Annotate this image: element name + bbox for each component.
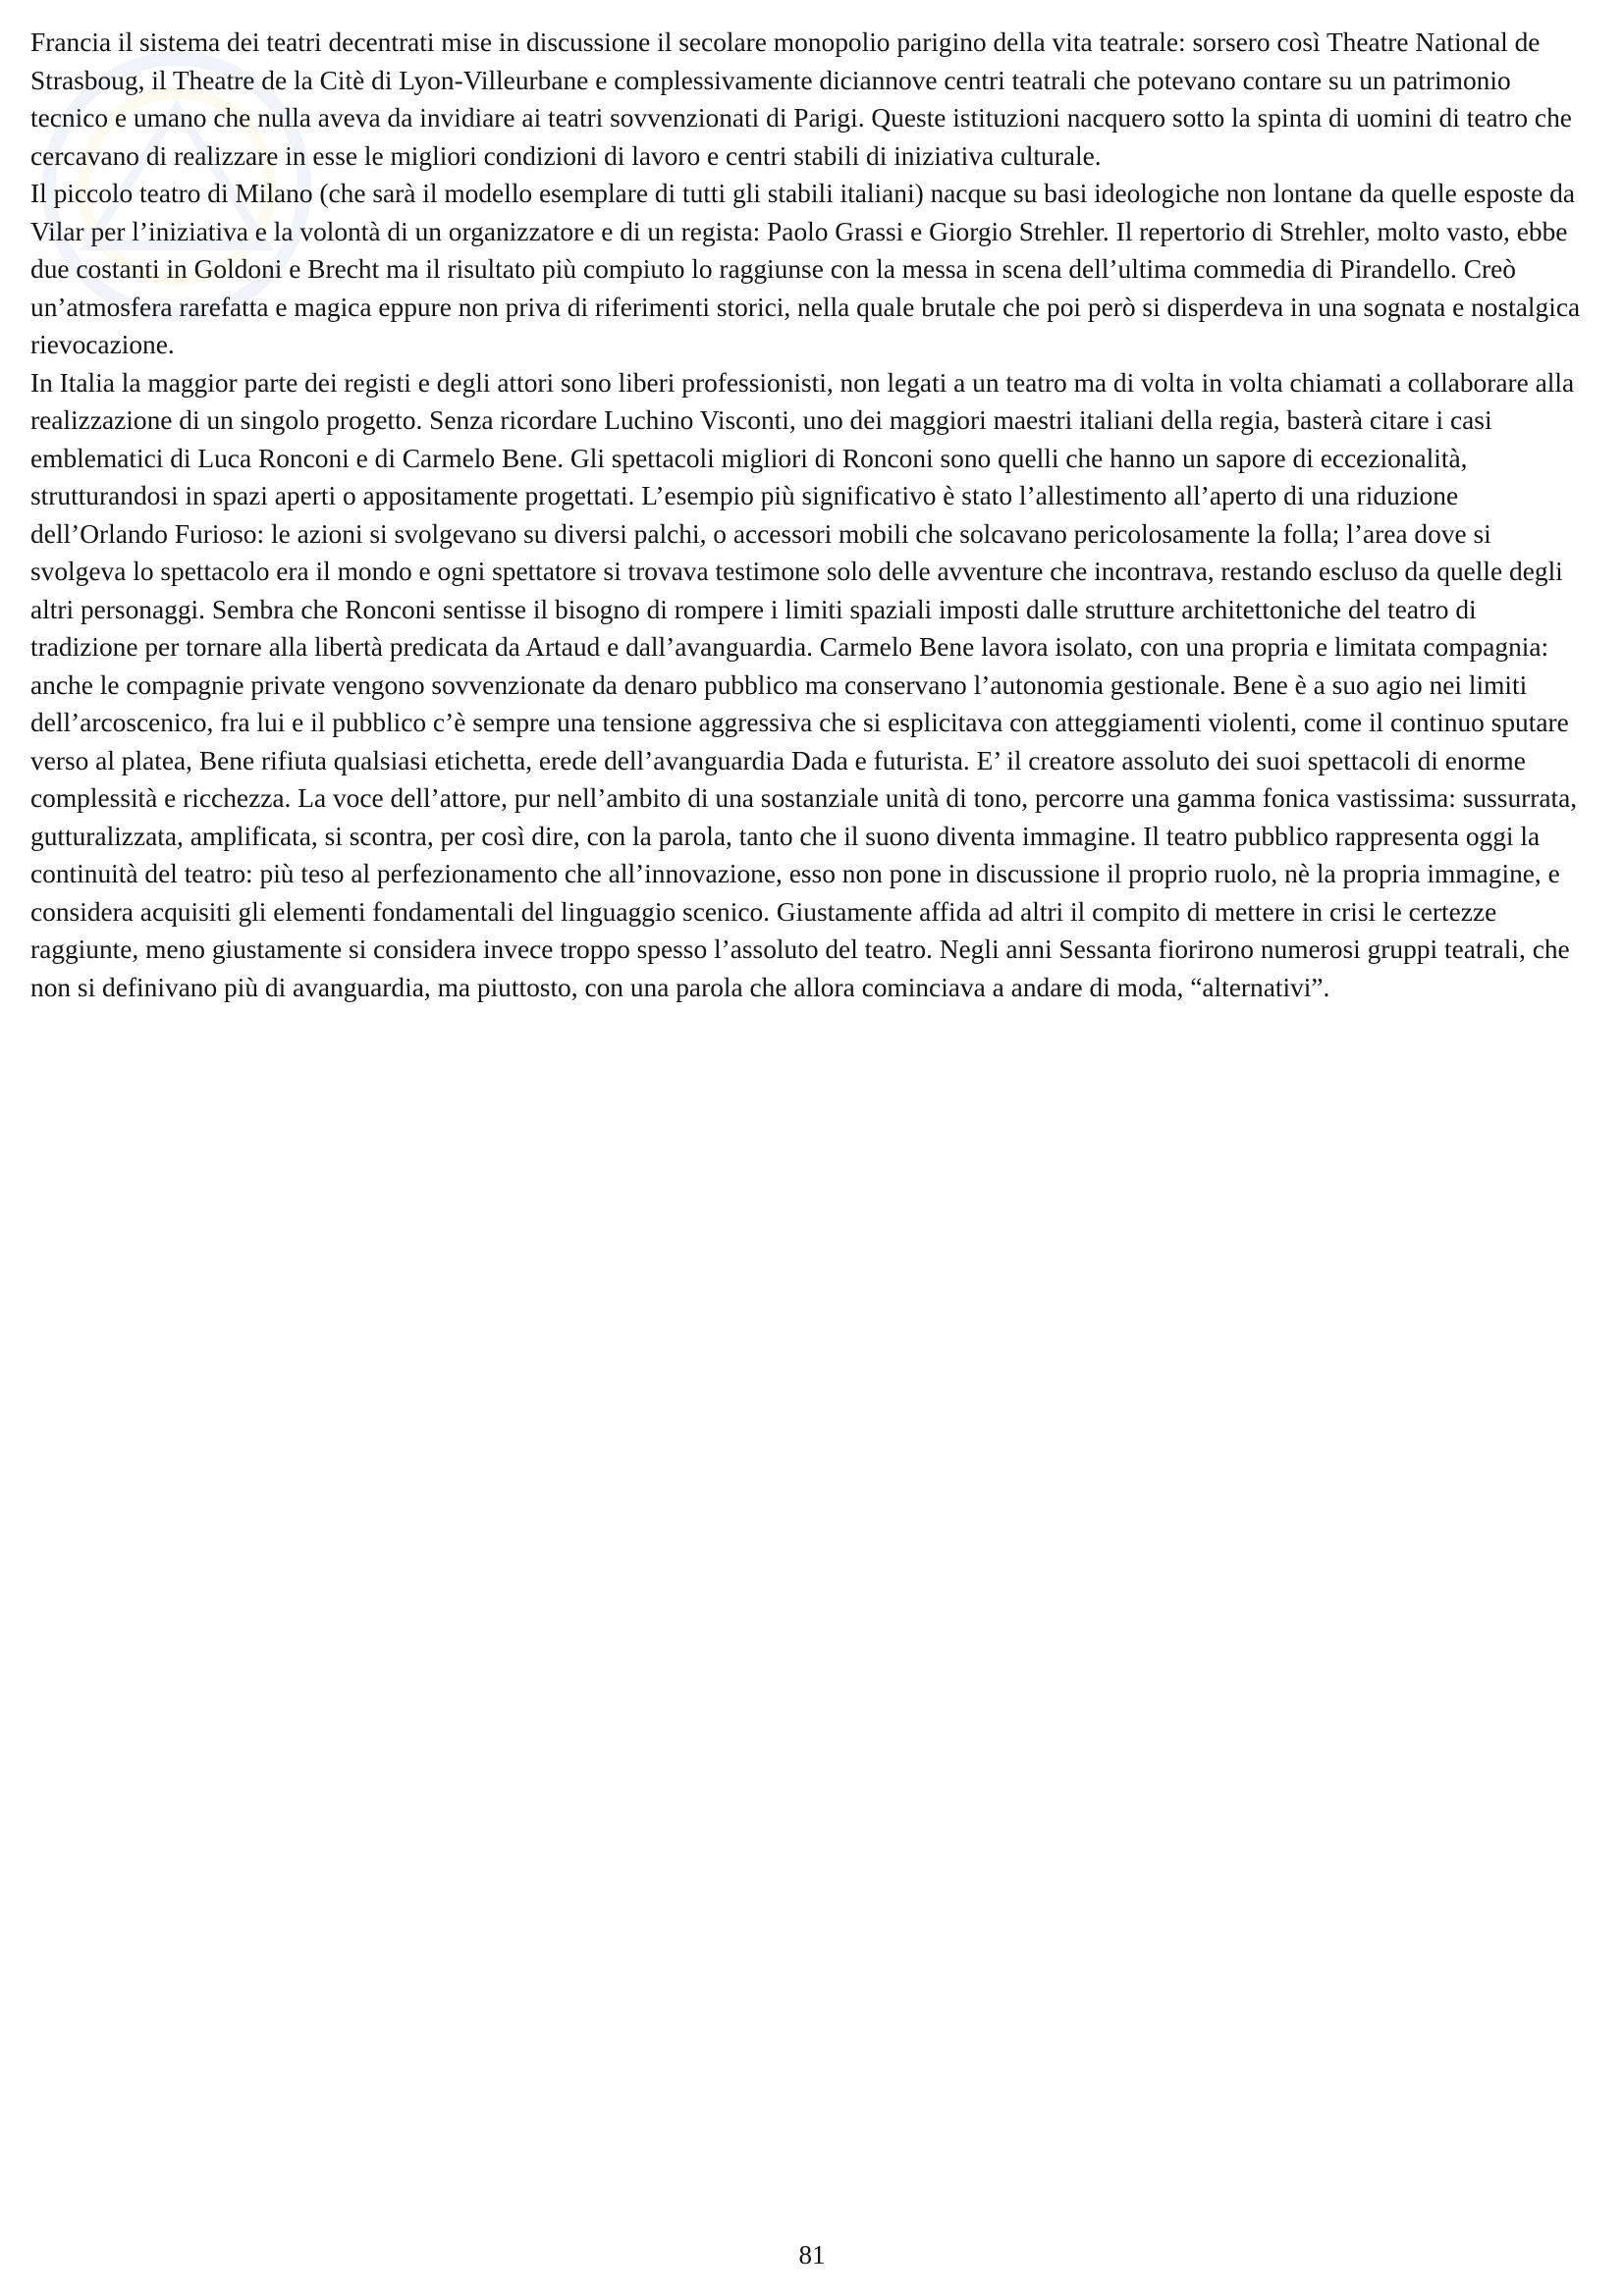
paragraph-3: In Italia la maggior parte dei registi e degli attori sono liberi professionisti, non legati a un teatro ma di volta in volta chiamati a collaborare alla realizzazione di un singolo progetto. Senza ricordare Luchino Visconti, uno dei maggiori maestri italiani della regia, basterà citare i casi emblematici di Luca Ronconi e di Carmelo Bene. Gli spettacoli migliori di Ronconi sono quelli che hanno un sapore di eccezionalità, strutturandosi in spazi aperti o appositamente progettati. L’esempio più significativo è stato l’allestimento all’aperto di una riduzione dell’Orlando Furioso: le azioni si svolgevano su diversi palchi, o accessori mobili che solcavano pericolosamente la folla; l’area dove si svolgeva lo spettacolo era il mondo e ogni spettatore si trovava testimone solo delle avventure che incontrava, restando escluso da quelle degli altri personaggi. Sembra che Ronconi sentisse il bisogno di rompere i limiti spaziali imposti dalle strutture architettoniche del teatro di tradizione per tornare alla libertà predicata da Artaud e dall’avanguardia. Carmelo Bene lavora isolato, con una propria e limitata compagnia: anche le compagnie private vengono sovvenzionate da denaro pubblico ma conservano l’autonomia gestionale. Bene è a suo agio nei limiti dell’arcoscenico, fra lui e il pubblico c’è sempre una tensione aggressiva che si esplicitava con atteggiamenti violenti, come il continuo sputare verso al platea, Bene rifiuta qualsiasi etichetta, erede dell’avanguardia Dada e futurista. E’ il creatore assoluto dei suoi spettacoli di enorme complessità e ricchezza. La voce dell’attore, pur nell’ambito di una sostanziale unità di tono, percorre una gamma fonica vastissima: sussurrata, gutturalizzata, amplificata, si scontra, per così dire, con la parola, tanto che il suono diventa immagine. Il teatro pubblico rappresenta oggi la continuità del teatro: più teso al perfezionamento che all’innovazione, esso non pone in discussione il proprio ruolo, nè la propria immagine, e considera acquisiti gli elementi fondamentali del linguaggio scenico. Giustamente affida ad altri il compito di mettere in crisi le certezze raggiunte, meno giustamente si considera invece troppo spesso l’assoluto del teatro. Negli anni Sessanta fiorirono numerosi gruppi teatrali, che non si definivano più di avanguardia, ma piuttosto, con una parola che allora cominciava a andare di moda, “alternativi”. xyxy=(30,367,1578,1002)
body-text xyxy=(30,24,1587,1006)
paragraph-2: Il piccolo teatro di Milano (che sarà il modello esemplare di tutti gli stabili italiani) nacque su basi ideologiche non lontane da quelle esposte da Vilar per l’iniziativa e la volontà di un organizzatore e di un regista: Paolo Grassi e Giorgio Strehler. Il repertorio di Strehler, molto vasto, ebbe due costanti in Goldoni e Brecht ma il risultato più compiuto lo raggiunse con la messa in scena dell’ultima commedia di Pirandello. Creò un’atmosfera rarefatta e magica eppure non priva di riferimenti storici, nella quale brutale che poi però si disperdeva in una sognata e nostalgica rievocazione. xyxy=(30,179,1581,359)
paragraph-1: Francia il sistema dei teatri decentrati mise in discussione il secolare monopolio parigino della vita teatrale: sorsero così Theatre National de Strasboug, il Theatre de la Citè di Lyon-Villeurbane e complessivamente diciannove centri teatrali che potevano contare su un patrimonio tecnico e umano che nulla aveva da invidiare ai teatri sovvenzionati di Parigi. Queste istituzioni nacquero sotto la spinta di uomini di teatro che cercavano di realizzare in esse le migliori condizioni di lavoro e centri stabili di iniziativa culturale. xyxy=(30,27,1572,171)
page-number: 81 xyxy=(798,2240,826,2269)
